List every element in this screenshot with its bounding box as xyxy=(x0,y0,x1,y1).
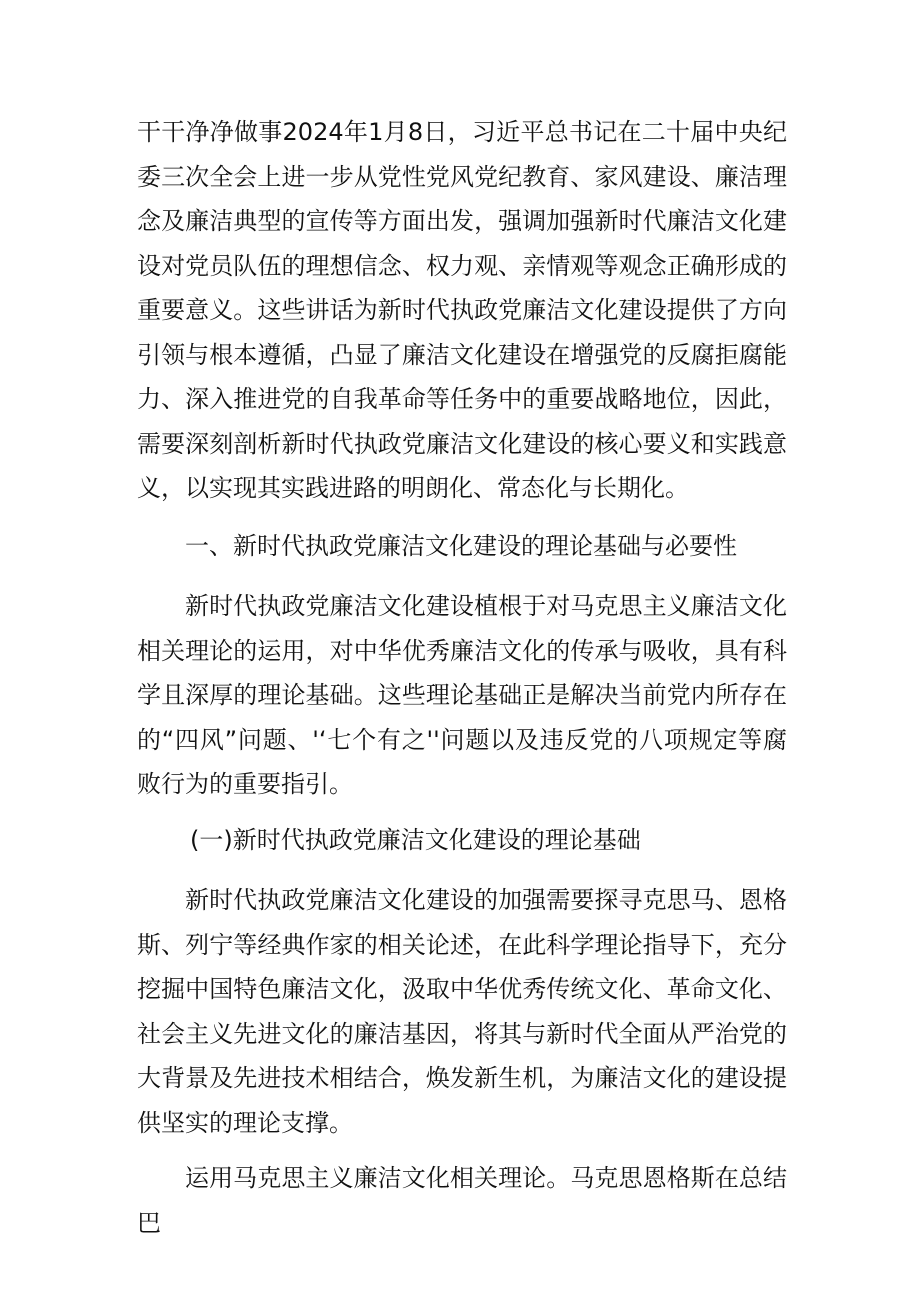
body-paragraph: 新时代执政党廉洁文化建设植根于对马克思主义廉洁文化相关理论的运用，对中华优秀廉洁文化的传承与吸收，具有科学且深厚的理论基础。这些理论基础正是解决当前党内所存在的“四风”问题、'‘七个有之''问题以及违反党的八项规定等腐败行为的重要指引。 xyxy=(137,592,787,798)
body-paragraph: 新时代执政党廉洁文化建设的加强需要探寻克思马、恩格斯、列宁等经典作家的相关论述，在此科学理论指导下，充分挖掘中国特色廉洁文化，汲取中华优秀传统文化、革命文化、社会主义先进文化的廉洁基因，将其与新时代全面从严治党的大背景及先进技术相结合，焕发新生机，为廉洁文化的建设提供坚实的理论支撑。 xyxy=(137,886,787,1137)
subsection-heading: (一)新时代执政党廉洁文化建设的理论基础 xyxy=(190,826,641,854)
section-heading: 一、新时代执政党廉洁文化建设的理论基础与必要性 xyxy=(185,532,737,560)
body-paragraph: 运用马克思主义廉洁文化相关理论。马克思恩格斯在总结巴 xyxy=(137,1164,787,1237)
body-paragraph: 干干净净做事2024年1月8日，习近平总书记在二十届中央纪委三次全会上进一步从党性党风党纪教育、家风建设、廉洁理念及廉洁典型的宣传等方面出发，强调加强新时代廉洁文化建设对党员队伍的理想信念、权力观、亲情观等观念正确形成的重要意义。这些讲话为新时代执政党廉洁文化建设提供了方向引领与根本遵循，凸显了廉洁文化建设在增强党的反腐拒腐能力、深入推进党的自我革命等任务中的重要战略地位，因此，需要深刻剖析新时代执政党廉洁文化建设的核心要义和实践意义，以实现其实践进路的明朗化、常态化与长期化。 xyxy=(137,118,787,502)
